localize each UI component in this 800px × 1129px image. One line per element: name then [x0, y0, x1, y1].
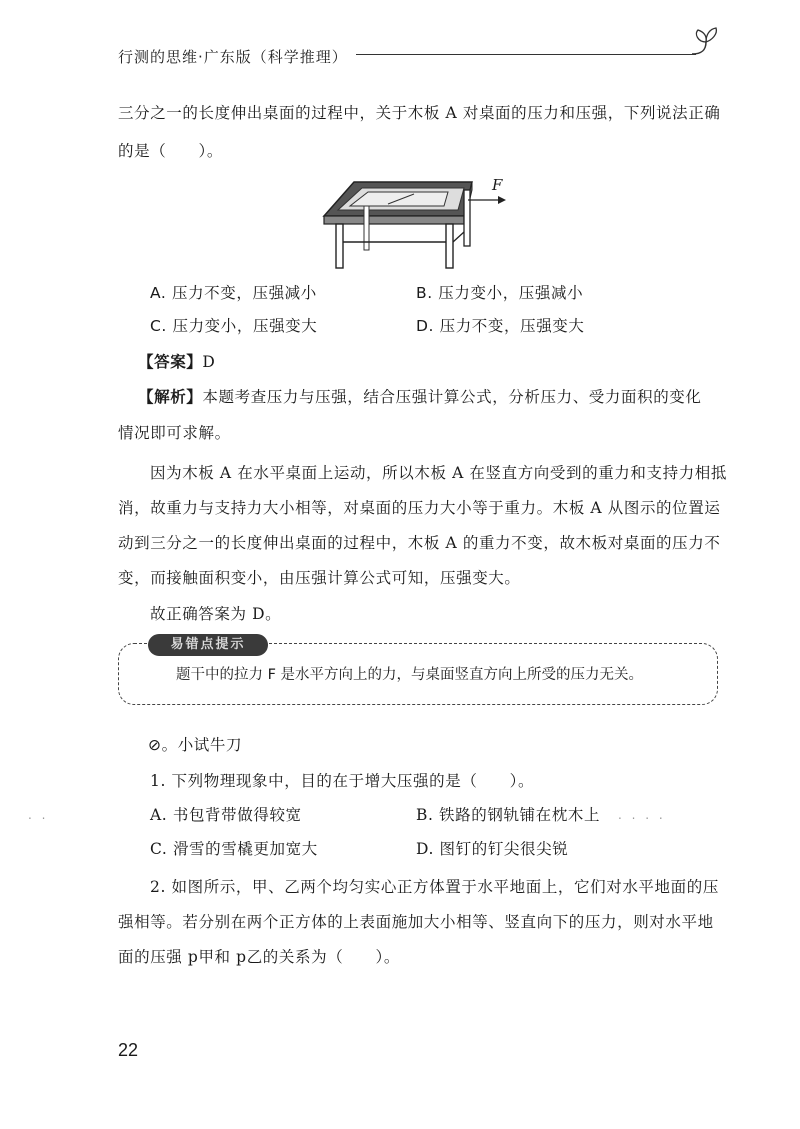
practice-q1-option-b: B. 铁路的钢轨铺在枕木上: [416, 806, 601, 824]
practice-heading: 小试牛刀: [177, 736, 243, 754]
analysis-para2-line4: 变，而接触面积变小，由压强计算公式可知，压强变大。: [118, 569, 521, 587]
option-b: B. 压力变小，压强减小: [416, 284, 584, 302]
practice-q1-option-c: C. 滑雪的雪橇更加宽大: [150, 840, 318, 858]
answer-line: [138, 345, 215, 379]
analysis-text: 本题考查压力与压强，结合压强计算公式，分析压力、受力面积的变化: [202, 388, 702, 406]
tip-badge-label: 易错点提示: [170, 637, 246, 652]
analysis-para2-line1: 因为木板 A 在水平桌面上运动，所以木板 A 在竖直方向受到的重力和支持力相抵: [150, 464, 727, 482]
answer-label: 【答案】: [138, 352, 203, 371]
question-intro-line1: 三分之一的长度伸出桌面的过程中，关于木板 A 对桌面的压力和压强，下列说法正确: [118, 104, 721, 122]
question-intro-line2: 的是（ ）。: [118, 142, 223, 160]
header-rule: [356, 54, 696, 55]
analysis-line1: [138, 380, 702, 414]
analysis-para2-line2: 消，故重力与支持力大小相等，对桌面的压力大小等于重力。木板 A 从图示的位置运: [118, 499, 721, 517]
analysis-line2: 情况即可求解。: [118, 424, 231, 442]
analysis-para2-line3: 动到三分之一的长度伸出桌面的过程中，木板 A 的重力不变，故木板对桌面的压力不: [118, 534, 721, 552]
practice-q2-line3: 面的压强 p甲和 p乙的关系为（ ）。: [118, 948, 400, 966]
option-a: A. 压力不变，压强减小: [150, 284, 317, 302]
practice-q1-option-d: D. 图钉的钉尖很尖锐: [416, 840, 569, 858]
scan-dots-right: . . . .: [618, 808, 666, 822]
page-number: 22: [118, 1040, 139, 1060]
tip-text: 题干中的拉力 F 是水平方向上的力，与桌面竖直方向上所受的压力无关。: [176, 667, 644, 683]
sprout-icon: [688, 24, 724, 58]
scan-dots-left: . .: [28, 808, 49, 822]
header-title: 行测的思维·广东版（科学推理）: [118, 48, 348, 66]
analysis-label: 【解析】: [138, 387, 203, 406]
option-c: C. 压力变小，压强变大: [150, 317, 318, 335]
practice-q1-option-a: A. 书包背带做得较宽: [150, 806, 302, 824]
practice-q1: 1. 下列物理现象中，目的在于增大压强的是（ ）。: [150, 772, 535, 790]
knife-icon: ⊘: [148, 736, 162, 754]
practice-heading-line: ⊘。小试牛刀: [148, 736, 243, 754]
force-label-f: F: [492, 176, 503, 194]
analysis-conclusion: 故正确答案为 D。: [150, 605, 282, 623]
answer-value: D: [202, 353, 216, 371]
option-d: D. 压力不变，压强变大: [416, 317, 585, 335]
practice-q2-line1: 2. 如图所示，甲、乙两个均匀实心正方体置于水平地面上，它们对水平地面的压: [150, 878, 719, 896]
table-board-figure: [318, 176, 518, 272]
practice-q2-line2: 强相等。若分别在两个正方体的上表面施加大小相等、竖直向下的压力，则对水平地: [118, 913, 714, 931]
